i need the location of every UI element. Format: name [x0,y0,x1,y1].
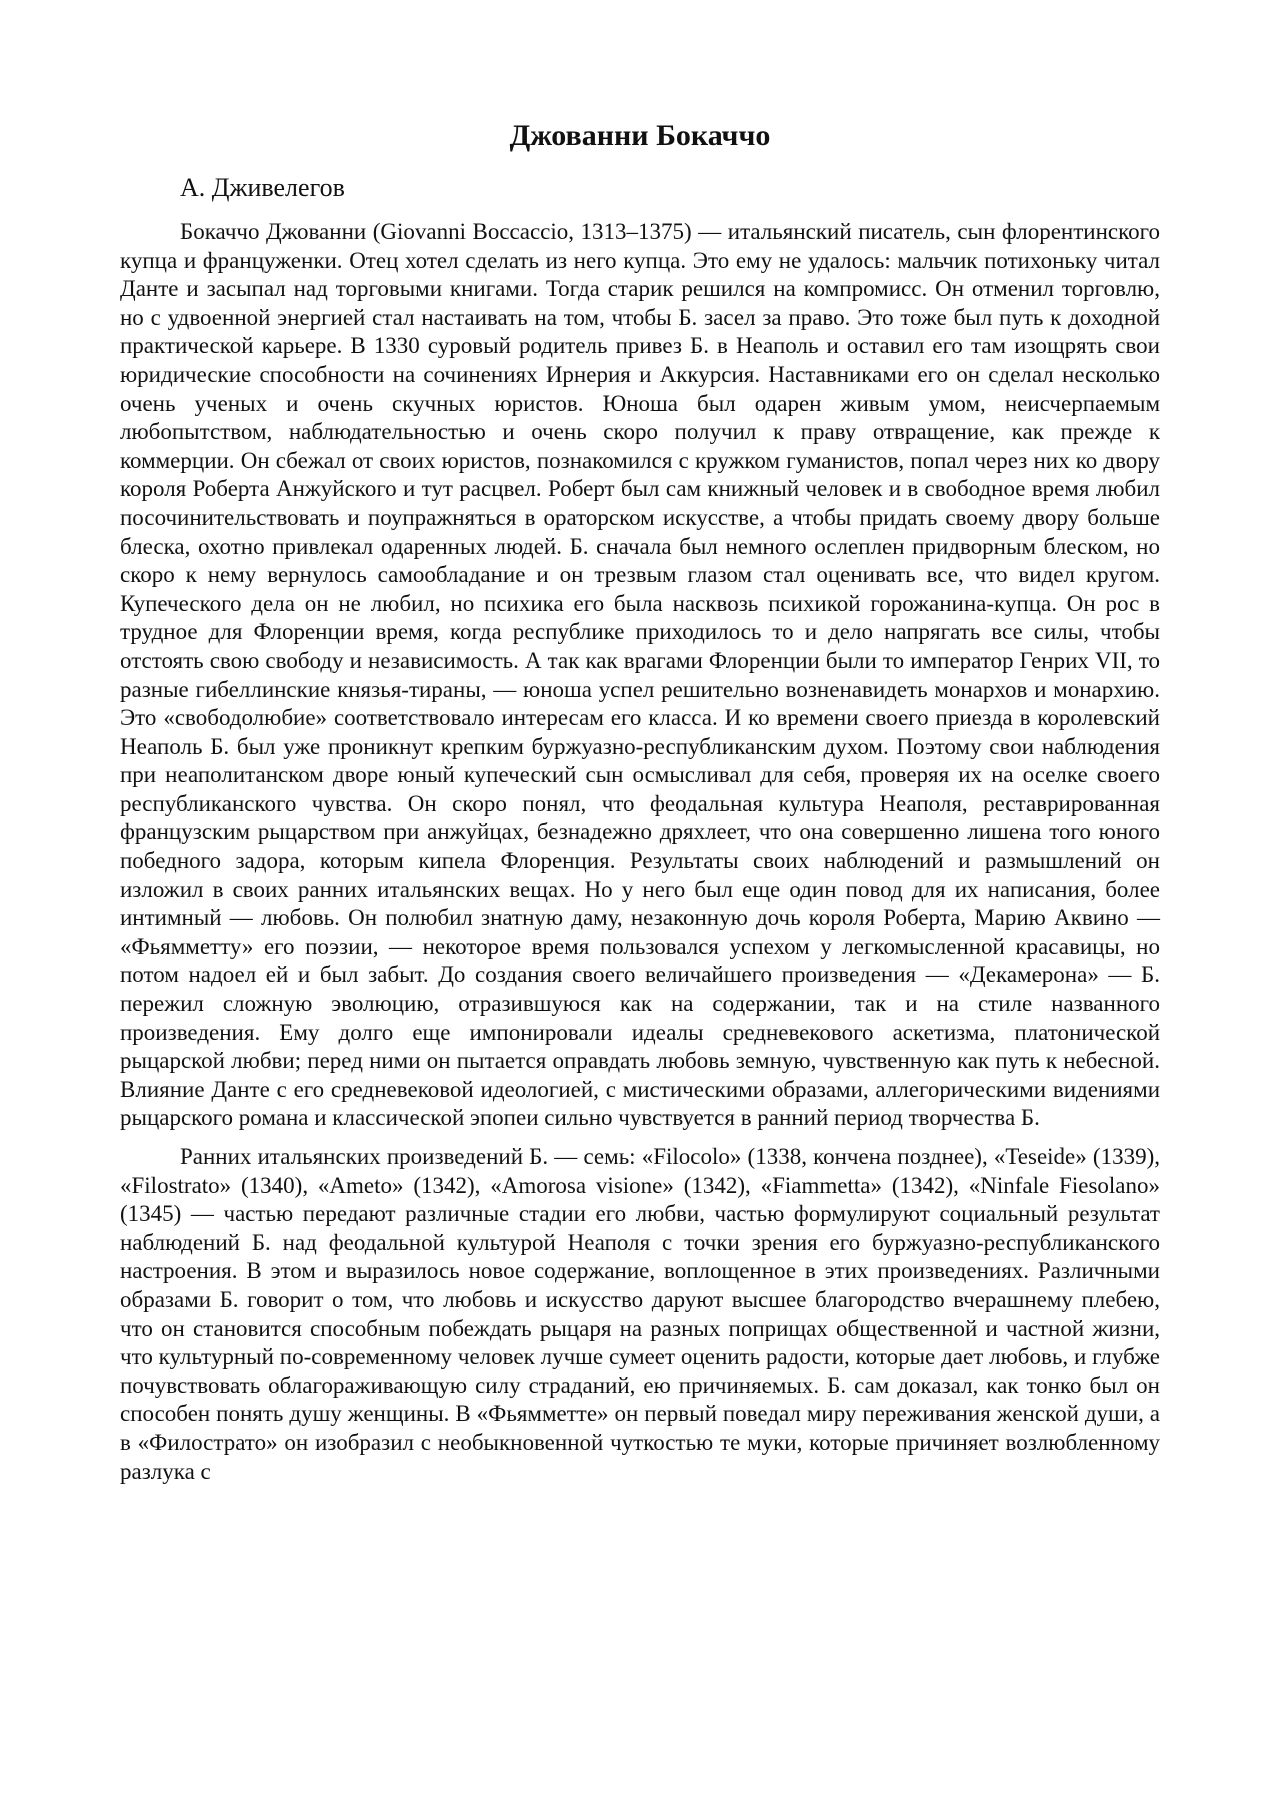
paragraph-1: Бокаччо Джованни (Giovanni Boccaccio, 1313–1375) — итальянский писатель, сын флорентинского купца и француженки. Отец хотел сделать из него купца. Это ему не удалось: мальчик потихоньку читал Данте и засыпал над торговыми книгами. Тогда старик решился на компромисс. Он отменил торговлю, но с удвоенной энергией стал настаивать на том, чтобы Б. засел за право. Это тоже был путь к доходной практической карьере. В 1330 суровый родитель привез Б. в Неаполь и оставил его там изощрять свои юридические способности на сочинениях Ирнерия и Аккурсия. Наставниками его он сделал несколько очень ученых и очень скучных юристов. Юноша был одарен живым умом, неисчерпаемым любопытством, наблюдательностью и очень скоро получил к праву отвращение, как прежде к коммерции. Он сбежал от своих юристов, познакомился с кружком гуманистов, попал через них ко двору короля Роберта Анжуйского и тут расцвел. Роберт был сам книжный человек и в свободное время любил посочинительствовать и поупражняться в ораторском искусстве, а чтобы придать своему двору больше блеска, охотно привлекал одаренных людей. Б. сначала был немного ослеплен придворным блеском, но скоро к нему вернулось самообладание и он трезвым глазом стал оценивать все, что видел кругом. Купеческого дела он не любил, но психика его была насквозь психикой горожанина-купца. Он рос в трудное для Флоренции время, когда республике приходилось то и дело напрягать все силы, чтобы отстоять свою свободу и независимость. А так как врагами Флоренции были то император Генрих VII, то разные гибеллинские князья-тираны, — юноша успел решительно возненавидеть монархов и монархию. Это «свободолюбие» соответствовало интересам его класса. И ко времени своего приезда в королевский Неаполь Б. был уже проникнут крепким буржуазно-республиканским духом. Поэтому свои наблюдения при неаполитанском дворе юный купеческий сын осмысливал для себя, проверяя их на оселке своего республиканского чувства. Он скоро понял, что феодальная культура Неаполя, реставрированная французским рыцарством при анжуйцах, безнадежно дряхлеет, что она совершенно лишена того юного победного задора, которым кипела Флоренция. Результаты своих наблюдений и размышлений он изложил в своих ранних итальянских вещах. Но у него был еще один повод для их написания, более интимный — любовь. Он полюбил знатную даму, незаконную дочь короля Роберта, Марию Аквино — «Фьямметту» его поэзии, — некоторое время пользовался успехом у легкомысленной красавицы, но потом надоел ей и был забыт. До создания своего величайшего произведения — «Декамерона» — Б. пережил сложную эволюцию, отразившуюся как на содержании, так и на стиле названного произведения. Ему долго еще импонировали идеалы средневекового аскетизма, платонической рыцарской любви; перед ними он пытается оправдать любовь земную, чувственную как путь к небесной. Влияние Данте с его средневековой идеологией, с мистическими образами, аллегорическими видениями рыцарского романа и классической эпопеи сильно чувствуется в ранний период творчества Б. [120,219,1160,1131]
document-body [120,218,1160,1486]
paragraph-2: Ранних итальянских произведений Б. — семь: «Filocolo» (1338, кончена позднее), «Teseide» (1339), «Filostrato» (1340), «Ameto» (1342), «Amorosa visione» (1342), «Fiammetta» (1342), «Ninfale Fiesolano» (1345) — частью передают различные стадии его любви, частью формулируют социальный результат наблюдений Б. над феодальной культурой Неаполя с точки зрения его буржуазно-республиканского настроения. В этом и выразилось новое содержание, воплощенное в этих произведениях. Различными образами Б. говорит о том, что любовь и искусство даруют высшее благородство вчерашнему плебею, что он становится способным побеждать рыцаря на разных поприщах общественной и частной жизни, что культурный по-современному человек лучше сумеет оценить радости, которые дает любовь, и глубже почувствовать облагораживающую силу страданий, ею причиняемых. Б. сам доказал, как тонко был он способен понять душу женщины. В «Фьямметте» он первый поведал миру переживания женской души, а в «Филострато» он изобразил с необыкновенной чуткостью те муки, которые причиняет возлюбленному разлука с [120,1144,1160,1484]
document-title: Джованни Бокаччо [509,119,771,152]
author-name: А. Дживелегов [180,173,345,202]
